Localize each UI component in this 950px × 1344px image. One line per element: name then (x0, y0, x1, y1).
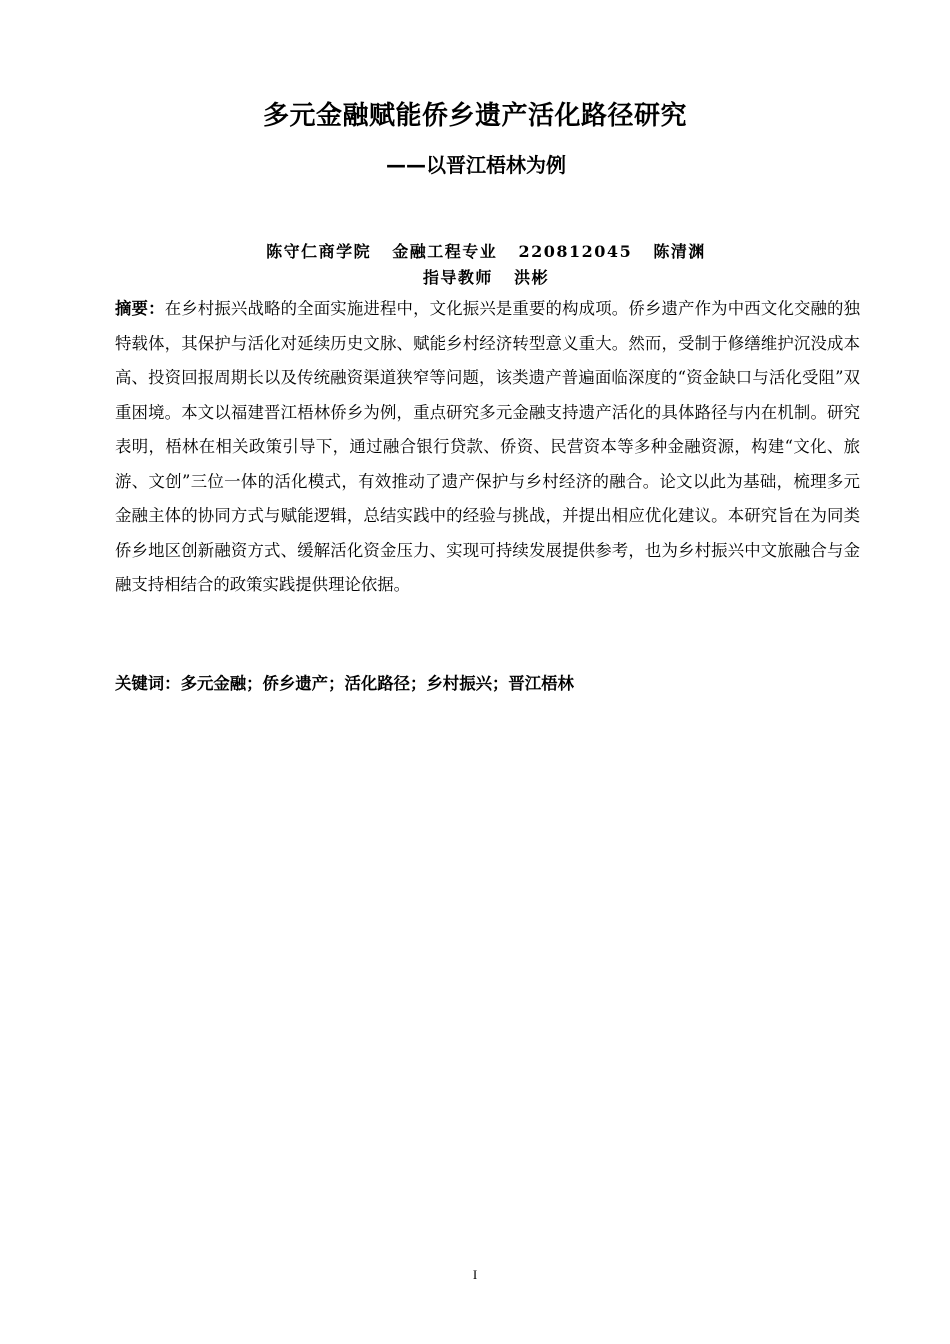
keywords-text: 多元金融；侨乡遗产；活化路径；乡村振兴；晋江梧林 (180, 674, 574, 693)
keywords-line (115, 669, 860, 699)
abstract-label: 摘要： (115, 299, 165, 318)
advisor-line: 指导教师 洪彬 (422, 268, 550, 287)
paper-subtitle: ——以晋江梧林为例 (386, 153, 566, 177)
author-line: 陈守仁商学院 金融工程专业 220812045 陈清渊 (266, 242, 706, 261)
keywords-label: 关键词： (115, 674, 181, 693)
abstract-text: 在乡村振兴战略的全面实施进程中，文化振兴是重要的构成项。侨乡遗产作为中西文化交融的独特载体，其保护与活化对延续历史文脉、赋能乡村经济转型意义重大。然而，受制于修缮维护沉没成本高、投资回报周期长以及传统融资渠道狭窄等问题，该类遗产普遍面临深度的“资金缺口与活化受阻”双重困境。本文以福建晋江梧林侨乡为例，重点研究多元金融支持遗产活化的具体路径与内在机制。研究表明，梧林在相关政策引导下，通过融合银行贷款、侨资、民营资本等多种金融资源，构建“文化、旅游、文创”三位一体的活化模式，有效推动了遗产保护与乡村经济的融合。论文以此为基础，梳理多元金融主体的协同方式与赋能逻辑，总结实践中的经验与挑战，并提出相应优化建议。本研究旨在为同类侨乡地区创新融资方式、缓解活化资金压力、实现可持续发展提供参考，也为乡村振兴中文旅融合与金融支持相结合的政策实践提供理论依据。 (115, 299, 861, 594)
paper-title: 多元金融赋能侨乡遗产活化路径研究 (262, 101, 687, 131)
page-number: I (472, 1267, 478, 1282)
abstract-paragraph (115, 292, 860, 603)
